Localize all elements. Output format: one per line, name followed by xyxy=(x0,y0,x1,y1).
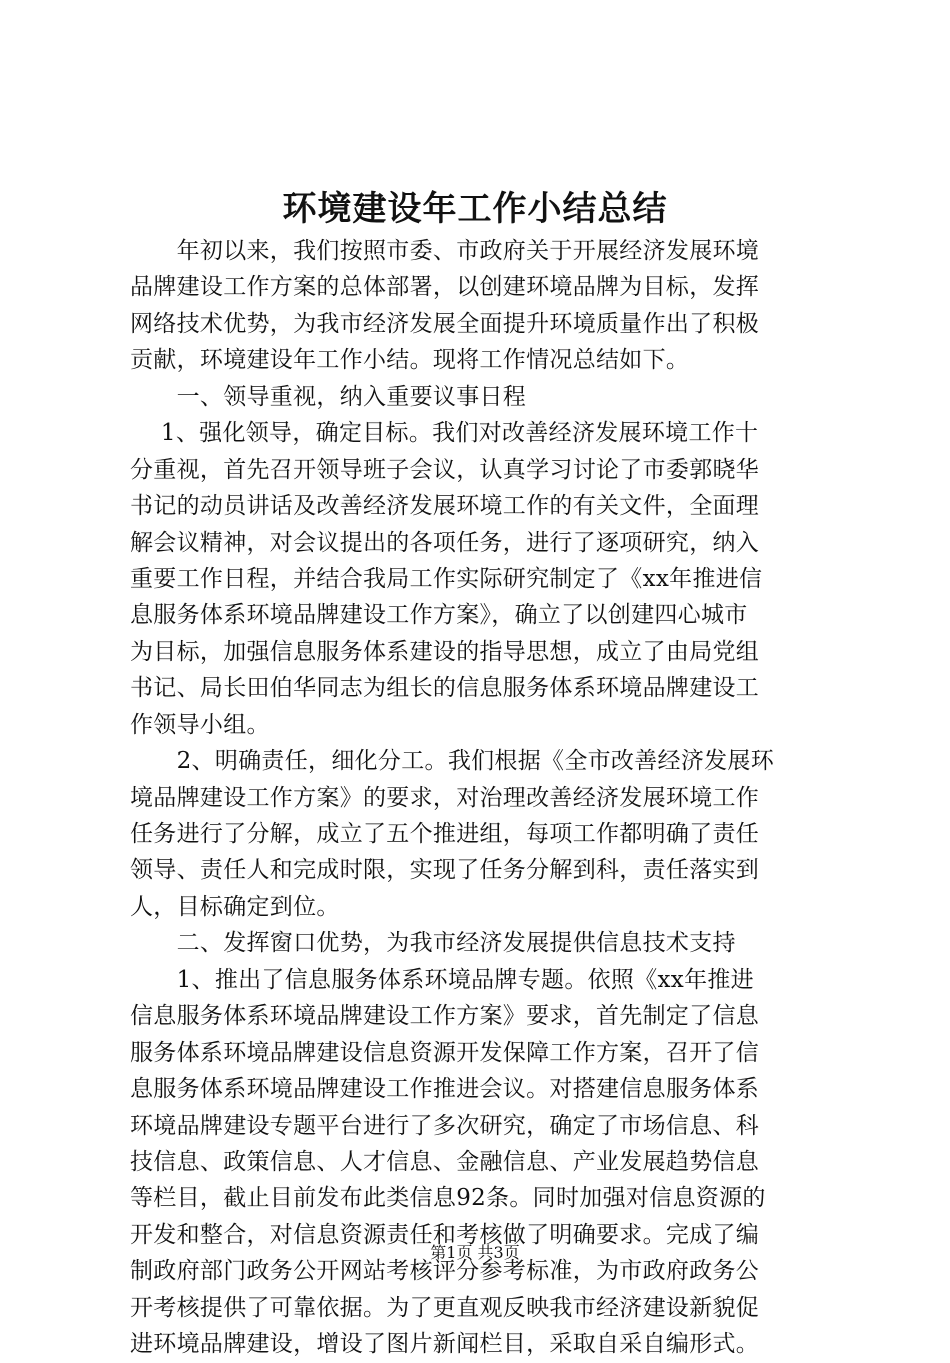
document-title: 环境建设年工作小结总结 xyxy=(282,189,668,229)
text-line: 制政府部门政务公开网站考核评分参考标准，为市政府政务公 xyxy=(130,1258,760,1285)
text-line: 品牌建设工作方案的总体部署，以创建环境品牌为目标，发挥 xyxy=(130,274,760,301)
page-footer: 第1页 共3页 xyxy=(430,1243,520,1262)
document-body xyxy=(130,233,830,1363)
text-line: 环境品牌建设专题平台进行了多次研究，确定了市场信息、科 xyxy=(130,1112,760,1139)
text-line: 等栏目，截止目前发布此类信息92条。同时加强对信息资源的 xyxy=(130,1185,766,1212)
text-line: 贡献，环境建设年工作小结。现将工作情况总结如下。 xyxy=(130,347,690,374)
text-line: 为目标，加强信息服务体系建设的指导思想，成立了由局党组 xyxy=(130,638,760,665)
text-line: 任务进行了分解，成立了五个推进组，每项工作都明确了责任 xyxy=(130,821,760,847)
text-line: 重要工作日程，并结合我局工作实际研究制定了《xx年推进信 xyxy=(130,565,763,592)
text-line: 进环境品牌建设，增设了图片新闻栏目，采取自采自编形式。 xyxy=(130,1331,760,1358)
text-line: 信息服务体系环境品牌建设工作方案》要求，首先制定了信息 xyxy=(130,1003,760,1030)
text-line: 1、强化领导，确定目标。我们对改善经济发展环境工作十 xyxy=(130,420,759,447)
text-line: 书记、局长田伯华同志为组长的信息服务体系环境品牌建设工 xyxy=(130,675,760,702)
text-line: 境品牌建设工作方案》的要求，对治理改善经济发展环境工作 xyxy=(130,784,760,811)
text-line: 网络技术优势，为我市经济发展全面提升环境质量作出了积极 xyxy=(130,310,760,337)
text-line: 服务体系环境品牌建设信息资源开发保障工作方案，召开了信 xyxy=(130,1039,760,1066)
text-line: 息服务体系环境品牌建设工作方案》，确立了以创建四心城市 xyxy=(130,602,748,629)
text-line: 人，目标确定到位。 xyxy=(130,893,340,920)
text-line: 书记的动员讲话及改善经济发展环境工作的有关文件，全面理 xyxy=(130,493,760,520)
text-line: 2、明确责任，细化分工。我们根据《全市改善经济发展环 xyxy=(130,748,775,775)
text-line: 技信息、政策信息、人才信息、金融信息、产业发展趋势信息 xyxy=(130,1148,760,1175)
text-line: 一、领导重视，纳入重要议事日程 xyxy=(130,383,527,410)
text-line: 分重视，首先召开领导班子会议，认真学习讨论了市委郭晓华 xyxy=(130,456,760,483)
text-line: 解会议精神，对会议提出的各项任务，进行了逐项研究，纳入 xyxy=(130,529,760,556)
text-line: 作领导小组。 xyxy=(130,711,270,738)
text-line: 二、发挥窗口优势，为我市经济发展提供信息技术支持 xyxy=(130,930,736,957)
text-line: 开考核提供了可靠依据。为了更直观反映我市经济建设新貌促 xyxy=(130,1294,760,1321)
text-line: 1、推出了信息服务体系环境品牌专题。依照《xx年推进 xyxy=(130,966,754,993)
text-line: 年初以来，我们按照市委、市政府关于开展经济发展环境 xyxy=(130,238,760,264)
text-line: 开发和整合，对信息资源责任和考核做了明确要求。完成了编 xyxy=(130,1221,760,1248)
text-line: 息服务体系环境品牌建设工作推进会议。对搭建信息服务体系 xyxy=(130,1076,760,1103)
text-line: 领导、责任人和完成时限，实现了任务分解到科，责任落实到 xyxy=(130,857,760,884)
